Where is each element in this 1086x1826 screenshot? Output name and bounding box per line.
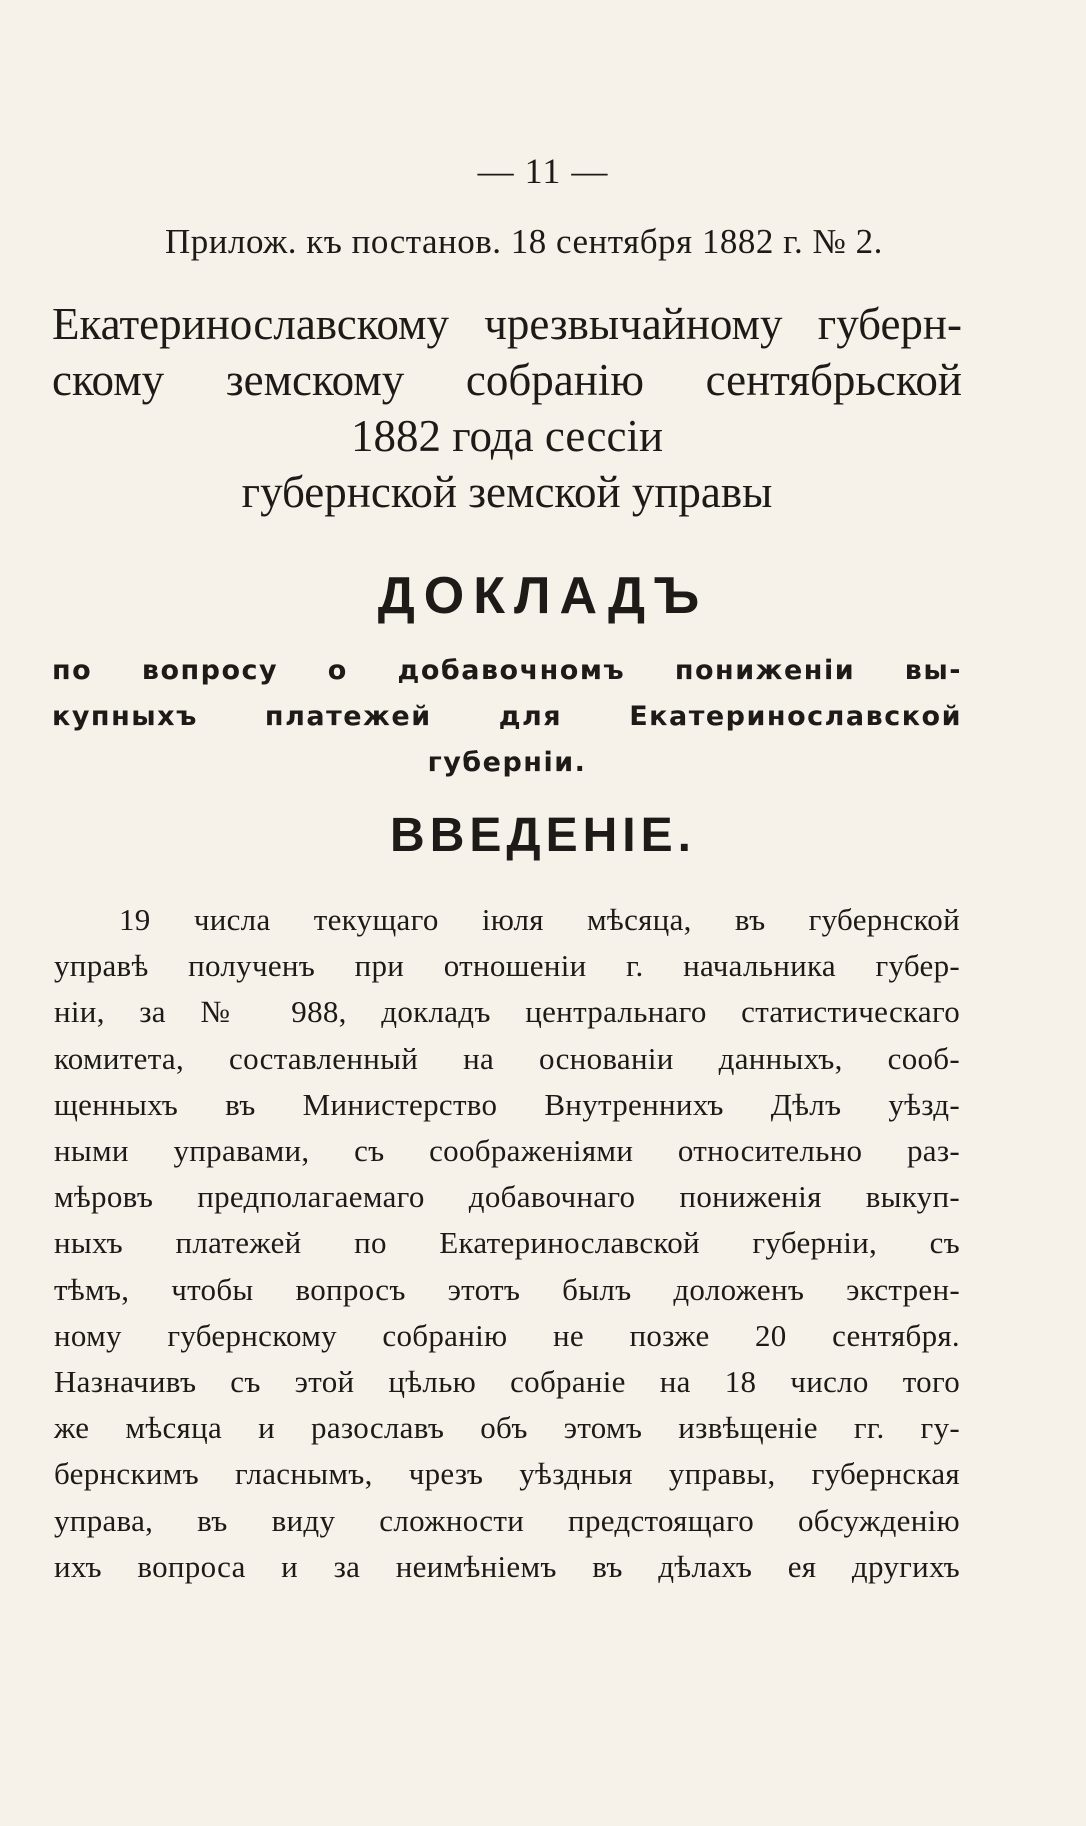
page-number: — 11 — — [477, 151, 609, 191]
document-title — [52, 296, 962, 520]
body-line: ному губернскому собранію не позже 20 сентября. — [54, 1317, 960, 1353]
report-subtitle — [52, 648, 962, 786]
subtitle-line: купныхъ платежей для Екатеринославской — [52, 701, 962, 732]
report-heading: ДОКЛАДЪ — [377, 567, 709, 625]
title-line: губернской земской управы — [241, 467, 773, 517]
body-line: же мѣсяца и разославъ объ этомъ извѣщеніе гг. гу- — [54, 1410, 960, 1446]
subtitle-line: по вопросу о добавочномъ пониженіи вы- — [52, 655, 962, 686]
body-line: бернскимъ гласнымъ, чрезъ уѣздныя управы, губернская — [54, 1456, 960, 1492]
subtitle-line: губерніи. — [427, 747, 587, 778]
body-line: Назначивъ съ этой цѣлью собраніе на 18 число того — [54, 1364, 960, 1400]
appendix-reference: Прилож. къ постанов. 18 сентября 1882 г. № 2. — [165, 222, 883, 261]
body-line: ихъ вопроса и за неимѣніемъ въ дѣлахъ ея другихъ — [54, 1548, 960, 1584]
title-line: Екатеринославскому чрезвычайному губерн- — [52, 299, 962, 349]
body-line: ніи, за № 988, докладъ центральнаго статистическаго — [54, 994, 960, 1030]
body-line: тѣмъ, чтобы вопросъ этотъ былъ доложенъ экстрен- — [54, 1271, 960, 1307]
body-line: комитета, составленный на основаніи данныхъ, сооб- — [54, 1040, 960, 1076]
body-line: ныхъ платежей по Екатеринославской губерніи, съ — [54, 1225, 960, 1261]
body-line: мѣровъ предполагаемаго добавочнаго пониженія выкуп- — [54, 1179, 960, 1215]
body-line: щенныхъ въ Министерство Внутреннихъ Дѣлъ уѣзд- — [54, 1086, 960, 1122]
title-line: скому земскому собранію сентябрьской — [52, 355, 962, 405]
body-line: 19 числа текущаго іюля мѣсяца, въ губернской — [119, 902, 960, 937]
body-line: управа, въ виду сложности предстоящаго обсужденію — [54, 1502, 960, 1538]
body-line: ными управами, съ соображеніями относительно раз- — [54, 1133, 960, 1169]
section-heading: ВВЕДЕНІЕ. — [390, 809, 696, 862]
body-text — [54, 897, 960, 1590]
body-line: управѣ полученъ при отношеніи г. начальника губер- — [54, 948, 960, 984]
title-line: 1882 года сессіи — [350, 411, 664, 461]
